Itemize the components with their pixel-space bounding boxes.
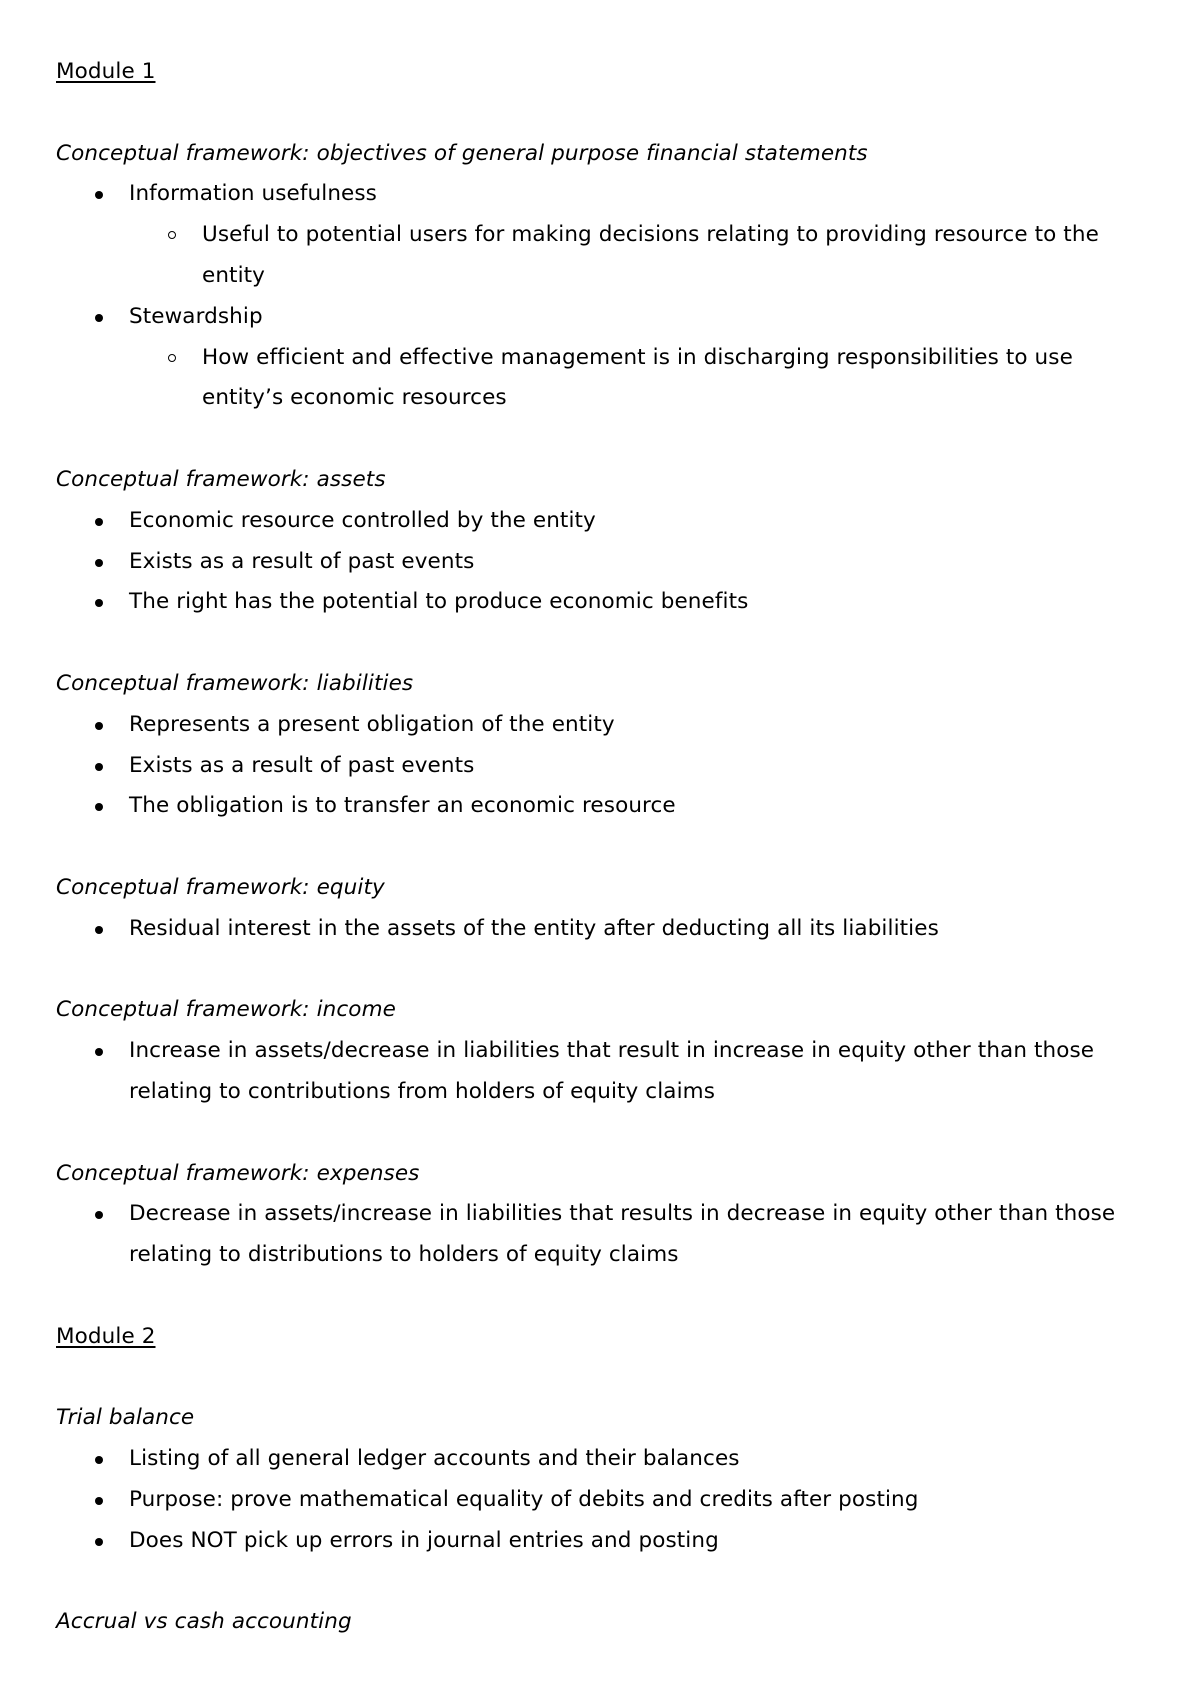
sub-list-item (129, 338, 1156, 420)
list-item-text: Exists as a result of past events (129, 548, 475, 574)
list-item (56, 1480, 1156, 1521)
list-item-text: Information usefulness (129, 181, 377, 207)
list-item-text: Increase in assets/decrease in liabilities that result in increase in equity other than those relating to contributions from holders of equity claims (129, 1038, 1095, 1104)
section-title-equity: Conceptual framework: equity (56, 874, 385, 900)
document-page (56, 52, 1156, 1643)
sub-list (129, 338, 1156, 420)
bullet-icon (95, 191, 103, 199)
section-title-accrual-vs-cash: Accrual vs cash accounting (56, 1609, 352, 1635)
bullet-icon (95, 722, 103, 730)
list-item (56, 705, 1156, 746)
bullet-icon (95, 599, 103, 607)
list-item-text: Exists as a result of past events (129, 752, 475, 778)
bullet-icon (95, 1211, 103, 1219)
equity-list (56, 909, 1156, 950)
section-title-income: Conceptual framework: income (56, 997, 396, 1023)
expenses-list (56, 1194, 1156, 1276)
list-item-text: The obligation is to transfer an economic resource (129, 793, 676, 819)
list-item (56, 746, 1156, 787)
module-2-title: Module 2 (56, 1323, 156, 1349)
liabilities-list (56, 705, 1156, 827)
bullet-icon (95, 314, 103, 322)
section-title-liabilities: Conceptual framework: liabilities (56, 670, 414, 696)
bullet-icon (95, 1456, 103, 1464)
assets-list (56, 501, 1156, 623)
income-list (56, 1031, 1156, 1113)
list-item (56, 909, 1156, 950)
list-item-text: Economic resource controlled by the entity (129, 507, 596, 533)
spacer (56, 1113, 1156, 1154)
list-item (56, 1031, 1156, 1113)
bullet-icon (95, 803, 103, 811)
list-item-text: Decrease in assets/increase in liabilities that results in decrease in equity other than those relating to distributions to holders of equity claims (129, 1201, 1116, 1268)
hollow-bullet-icon (168, 354, 176, 362)
list-item (56, 501, 1156, 542)
list-item-text: Residual interest in the assets of the entity after deducting all its liabilities (129, 915, 939, 941)
bullet-icon (95, 559, 103, 567)
spacer (56, 93, 1156, 134)
list-item (56, 1194, 1156, 1276)
bullet-icon (95, 926, 103, 934)
sub-list (129, 215, 1156, 297)
list-item-text: Listing of all general ledger accounts and their balances (129, 1446, 740, 1472)
list-item (56, 542, 1156, 583)
spacer (56, 623, 1156, 664)
hollow-bullet-icon (168, 231, 176, 239)
bullet-icon (95, 1538, 103, 1546)
module-1-title: Module 1 (56, 59, 156, 84)
spacer (56, 1561, 1156, 1602)
list-item-text: Stewardship (129, 303, 263, 329)
sub-list-item-text: How efficient and effective management is in discharging responsibilities to use entity’s economic resources (202, 344, 1073, 411)
spacer (56, 419, 1156, 460)
list-item (56, 1521, 1156, 1562)
objectives-list (56, 174, 1156, 419)
list-item (56, 582, 1156, 623)
spacer (56, 1276, 1156, 1317)
section-title-assets: Conceptual framework: assets (56, 466, 386, 492)
list-item-text: Does NOT pick up errors in journal entries and posting (129, 1527, 719, 1553)
list-item-text: Purpose: prove mathematical equality of debits and credits after posting (129, 1486, 919, 1512)
bullet-icon (95, 1048, 103, 1056)
spacer (56, 1358, 1156, 1399)
list-item-text: The right has the potential to produce economic benefits (129, 589, 749, 615)
bullet-icon (95, 518, 103, 526)
bullet-icon (95, 1497, 103, 1505)
list-item (56, 297, 1156, 419)
bullet-icon (95, 763, 103, 771)
section-title-trial-balance: Trial balance (56, 1405, 195, 1431)
section-title-expenses: Conceptual framework: expenses (56, 1160, 420, 1186)
list-item (56, 786, 1156, 827)
trial-balance-list (56, 1439, 1156, 1561)
sub-list-item-text: Useful to potential users for making decisions relating to providing resource to the entity (202, 222, 1099, 288)
spacer (56, 950, 1156, 991)
list-item (56, 174, 1156, 296)
list-item-text: Represents a present obligation of the entity (129, 711, 615, 737)
list-item (56, 1439, 1156, 1480)
sub-list-item (129, 215, 1156, 297)
section-title-objectives: Conceptual framework: objectives of general purpose financial statements (56, 140, 868, 166)
spacer (56, 827, 1156, 868)
